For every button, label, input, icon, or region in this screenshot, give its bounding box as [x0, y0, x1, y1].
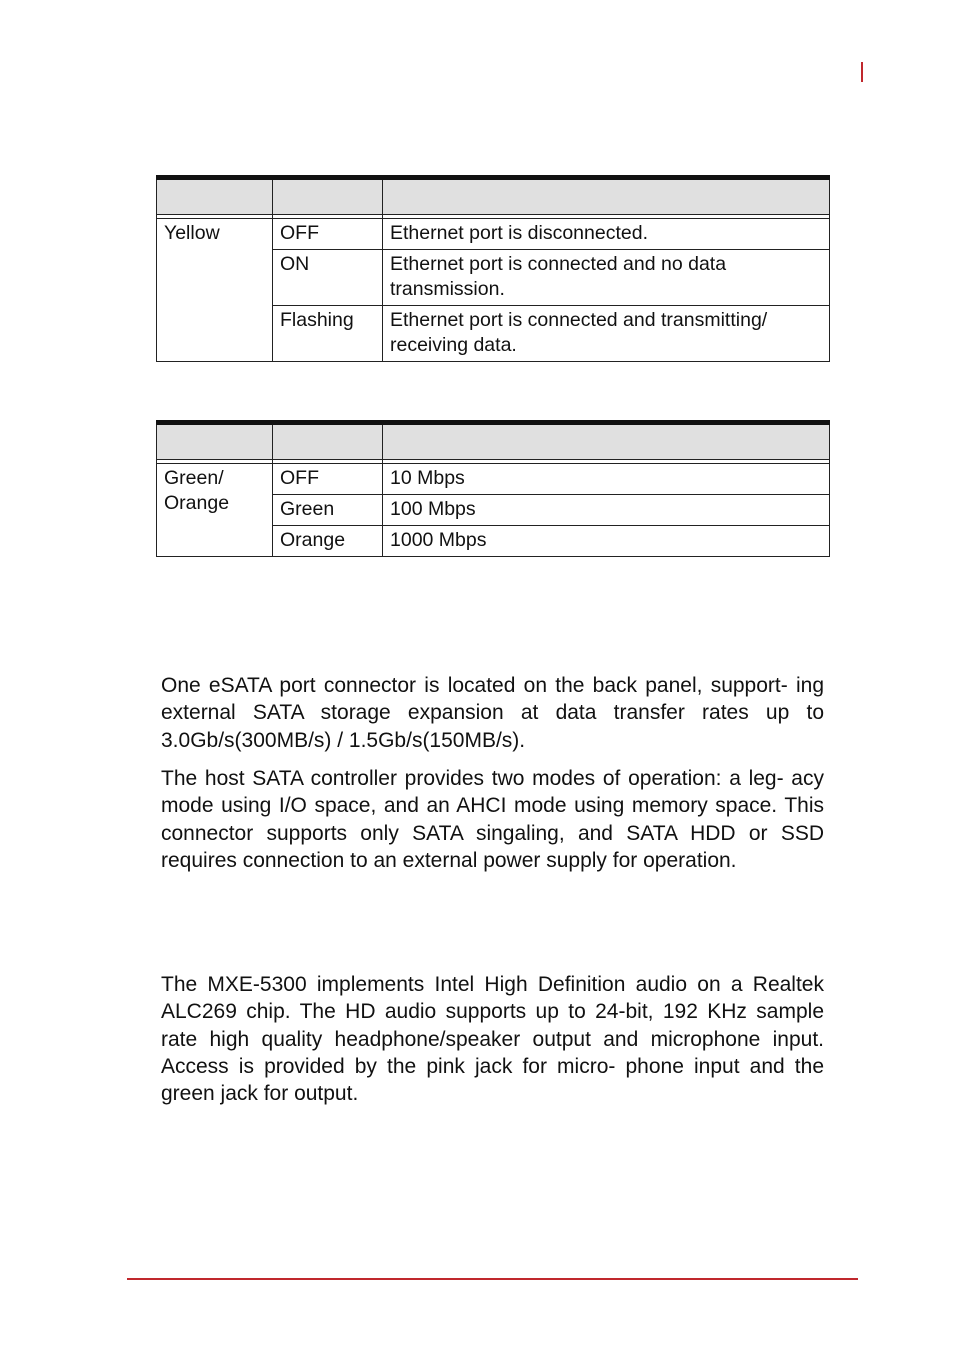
footer-rule	[127, 1278, 858, 1280]
table-row	[157, 219, 830, 250]
status-cell: Flashing	[273, 306, 383, 362]
header-cell-status	[273, 423, 383, 460]
description-cell: Ethernet port is connected and transmitting/ receiving data.	[383, 306, 830, 362]
audio-paragraph: The MXE-5300 implements Intel High Definition audio on a Realtek ALC269 chip. The HD audio supports up to 24-bit, 192 KHz sample rate high quality headphone/speaker output and microphone input. Access is provided by the pink jack for micro- phone input and the green jack for output.	[161, 973, 824, 1106]
status-cell: ON	[273, 250, 383, 306]
status-cell: OFF	[273, 219, 383, 250]
lan-speed-led-table	[156, 420, 830, 557]
description-cell: 1000 Mbps	[383, 526, 830, 557]
description-cell: 100 Mbps	[383, 495, 830, 526]
table-row	[157, 464, 830, 495]
status-cell: Orange	[273, 526, 383, 557]
header-cell-led	[157, 178, 273, 215]
description-cell: 10 Mbps	[383, 464, 830, 495]
description-cell: Ethernet port is disconnected.	[383, 219, 830, 250]
led-color-cell: Green/ Orange	[157, 464, 273, 557]
status-cell: OFF	[273, 464, 383, 495]
header-cell-status	[273, 178, 383, 215]
description-cell: Ethernet port is connected and no data transmission.	[383, 250, 830, 306]
header-cell-led	[157, 423, 273, 460]
status-cell: Green	[273, 495, 383, 526]
header-cell-description	[383, 178, 830, 215]
lan-activity-led-table	[156, 175, 830, 362]
led-color-cell: Yellow	[157, 219, 273, 362]
table-header-row	[157, 178, 830, 215]
table-header-row	[157, 423, 830, 460]
sata-controller-paragraph: The host SATA controller provides two modes of operation: a leg- acy mode using I/O space, and an AHCI mode using memory space. This connector supports only SATA singaling, and SATA HDD or SSD requires connection to an external power supply for operation.	[161, 767, 824, 872]
header-accent-mark	[861, 62, 863, 82]
header-cell-description	[383, 423, 830, 460]
esata-paragraph: One eSATA port connector is located on the back panel, support- ing external SATA storage expansion at data transfer rates up to 3.0Gb/s(300MB/s) / 1.5Gb/s(150MB/s).	[161, 674, 824, 752]
